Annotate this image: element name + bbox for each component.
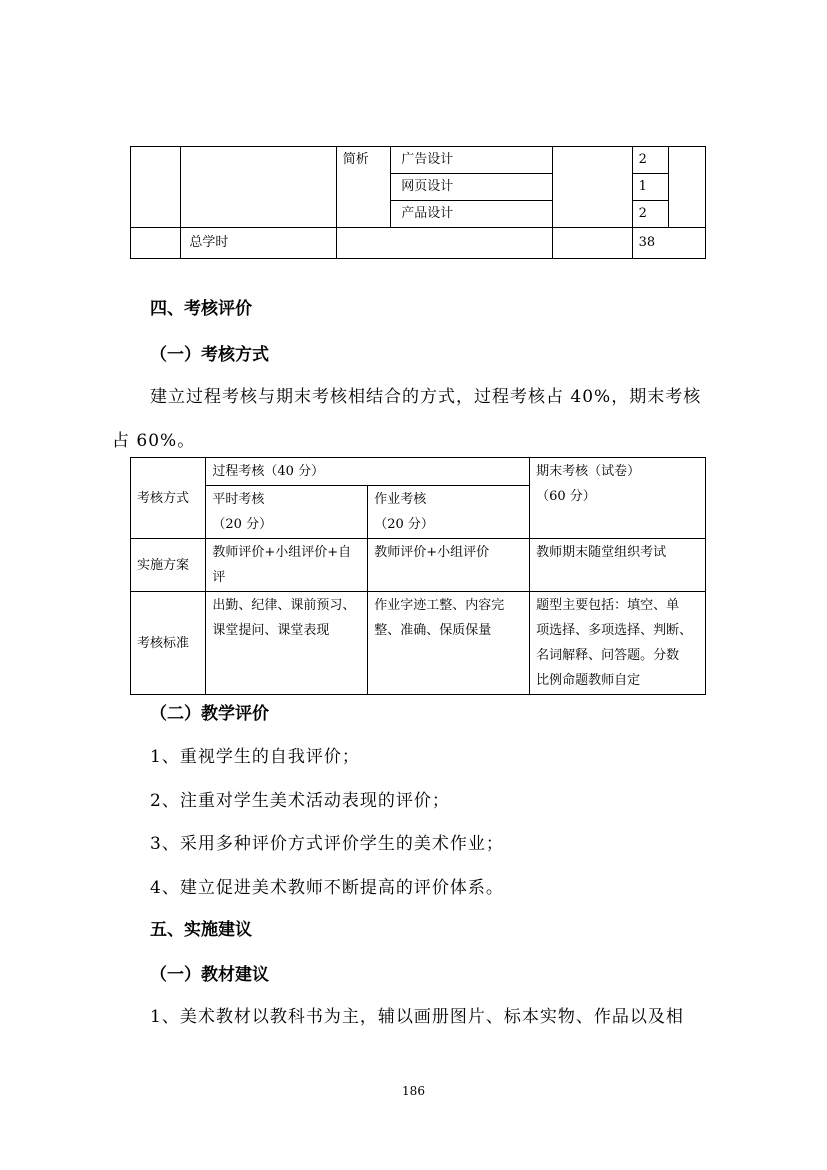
- table-cell: [368, 592, 530, 695]
- row-header: [131, 458, 206, 539]
- header-text: 期末考核（试卷）: [536, 464, 641, 479]
- paragraph-line: 1、美术教材以教科书为主，辅以画册图片、标本实物、作品以及相: [150, 1007, 684, 1027]
- subheading-teaching-evaluation: （二）教学评价: [150, 704, 269, 724]
- list-item: 3、采用多种评价方式评价学生的美术作业；: [150, 834, 504, 854]
- cell-text: 评: [212, 570, 226, 585]
- table-cell: [131, 147, 181, 228]
- subheading-textbook: （一）教材建议: [150, 965, 269, 985]
- table-cell: [368, 539, 530, 592]
- table-cell: [206, 539, 368, 592]
- row-header: [131, 539, 206, 592]
- total-hours-cell: [632, 228, 705, 259]
- header-text: （20 分）: [374, 517, 434, 532]
- total-label-cell: [181, 228, 336, 259]
- analysis-label-cell: [336, 147, 391, 228]
- table-cell: [336, 228, 552, 259]
- column-header: [206, 486, 368, 539]
- item-row: [391, 174, 551, 201]
- section-heading-4: 四、考核评价: [150, 299, 252, 319]
- row-header: [131, 592, 206, 695]
- page-number: 186: [402, 1084, 425, 1098]
- cell-text: 教师期末随堂组织考试: [536, 545, 667, 560]
- cell-text: 教师评价+小组评价: [374, 545, 490, 560]
- paragraph-line: 建立过程考核与期末考核相结合的方式，过程考核占 40%，期末考核: [150, 387, 702, 407]
- header-text: 平时考核: [212, 492, 265, 507]
- header-text: （60 分）: [536, 489, 596, 504]
- list-item: 1、重视学生的自我评价；: [150, 747, 360, 767]
- cell-text: 教师评价+小组评价+自: [212, 545, 352, 560]
- table-cell: [181, 147, 336, 228]
- course-hours-table: [130, 146, 706, 259]
- cell-text: 整、准确、保质保量: [374, 623, 492, 638]
- total-hours: 38: [638, 235, 656, 250]
- item-name: 网页设计: [401, 179, 454, 194]
- item-name: 产品设计: [401, 206, 454, 221]
- item-row: [391, 147, 551, 174]
- header-text: 实施方案: [137, 557, 190, 573]
- subheading-assessment-method: （一）考核方式: [150, 345, 269, 365]
- cell-text: 比例命题教师自定: [536, 673, 641, 688]
- header-text: （20 分）: [212, 517, 273, 532]
- table-cell: [206, 592, 368, 695]
- hours-value: 2: [638, 206, 647, 221]
- hours-row: [633, 147, 669, 174]
- cell-text: 出勤、纪律、课前预习、: [212, 598, 356, 613]
- list-item: 4、建立促进美术教师不断提高的评价体系。: [150, 878, 504, 898]
- section-heading-5: 五、实施建议: [150, 920, 252, 940]
- table-cell: [131, 228, 181, 259]
- paragraph-line: 占 60%。: [112, 431, 196, 451]
- table-cell: [669, 147, 706, 228]
- hours-value: 1: [638, 179, 647, 194]
- column-header: [206, 458, 530, 486]
- cell-text: 作业字迹工整、内容完: [374, 598, 505, 613]
- column-header: [368, 486, 530, 539]
- items-cell: [391, 147, 552, 228]
- cell-text: 项选择、多项选择、判断、: [536, 623, 693, 638]
- cell-text: 课堂提问、课堂表现: [212, 623, 330, 638]
- header-text: 考核标准: [137, 635, 190, 651]
- table-cell: [552, 228, 632, 259]
- hours-value: 2: [638, 152, 647, 167]
- table-cell: [552, 147, 632, 228]
- hours-row: [633, 174, 669, 201]
- header-text: 考核方式: [137, 490, 190, 506]
- hours-cell: [632, 147, 669, 228]
- table-cell: [530, 592, 706, 695]
- header-text: 过程考核（40 分）: [212, 464, 325, 479]
- table-cell: [530, 539, 706, 592]
- column-header: [530, 458, 706, 539]
- item-row: [391, 201, 551, 227]
- cell-text: 名词解释、问答题。分数: [536, 648, 680, 663]
- header-text: 作业考核: [374, 492, 427, 507]
- list-item: 2、注重对学生美术活动表现的评价；: [150, 791, 450, 811]
- total-label: 总学时: [189, 235, 229, 250]
- cell-text: 题型主要包括：填空、单: [536, 598, 680, 613]
- analysis-label: 简析: [342, 152, 369, 167]
- hours-row: [633, 201, 669, 227]
- assessment-table: [130, 457, 706, 695]
- item-name: 广告设计: [401, 152, 454, 167]
